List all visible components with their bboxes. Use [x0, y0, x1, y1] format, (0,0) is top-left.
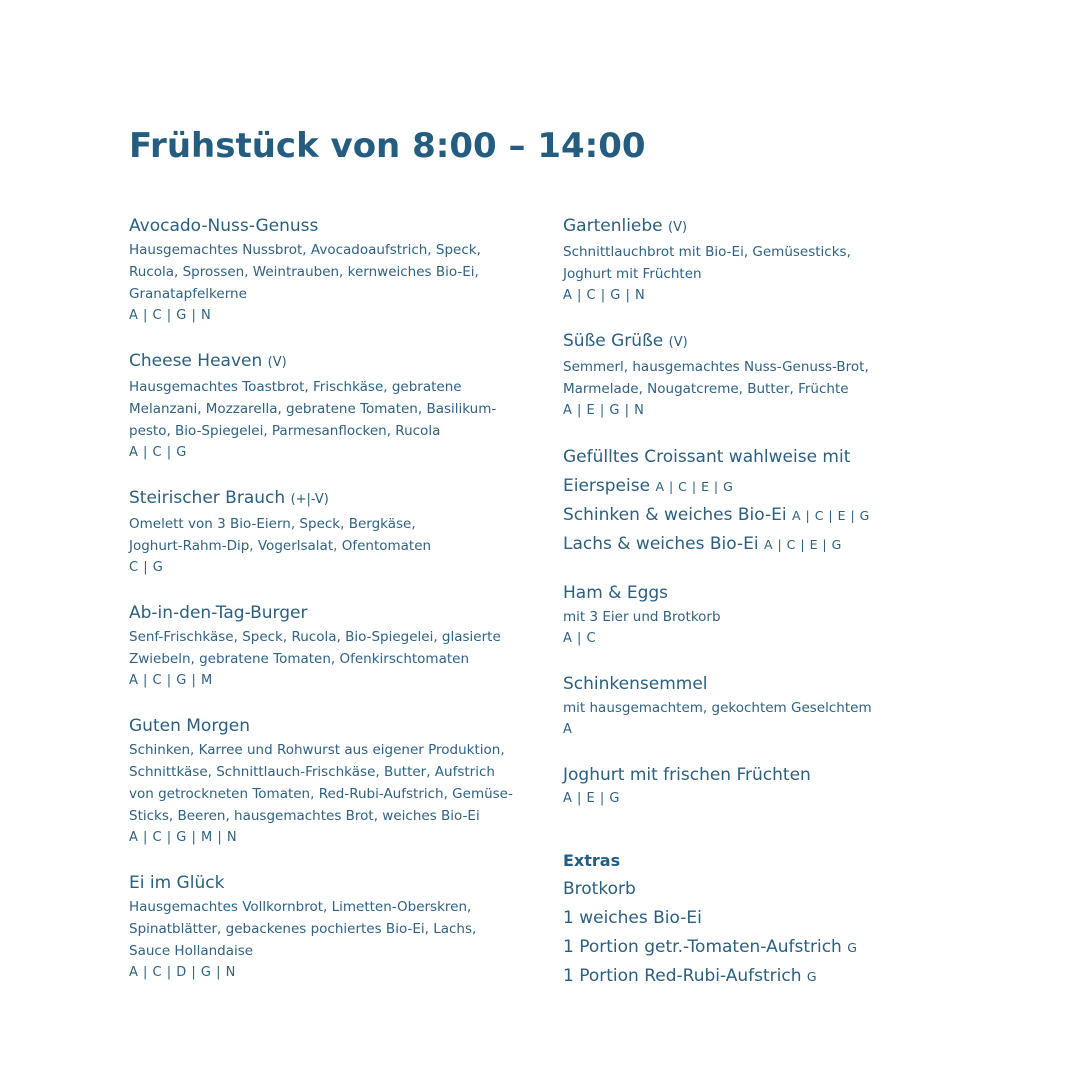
item-name: Ab-in-den-Tag-Burger [129, 603, 308, 623]
item-description [563, 356, 983, 400]
extra-item [563, 875, 983, 904]
menu-item [129, 870, 529, 984]
item-name: Steirischer Brauch [129, 488, 286, 508]
item-name: Cheese Heaven [129, 351, 263, 371]
desc-line: pesto, Bio-Spiegelei, Parmesanflocken, Rucola [129, 423, 441, 439]
desc-line: Sauce Hollandaise [129, 943, 254, 959]
item-description [129, 739, 529, 827]
desc-line: Hausgemachtes Nussbrot, Avocadoaufstrich, Speck, [129, 242, 481, 258]
menu-item [129, 348, 529, 464]
option-allergens: A | C | E | G [763, 537, 842, 552]
desc-line: Semmerl, hausgemachtes Nuss-Genuss-Brot, [563, 359, 869, 375]
desc-line: Schnittlauchbrot mit Bio-Ei, Gemüsesticks, [563, 244, 851, 260]
item-name: Avocado-Nuss-Genuss [129, 216, 319, 236]
menu-column-left [129, 213, 529, 984]
extra-name: 1 weiches Bio-Ei [563, 908, 702, 928]
extra-allergens: G [806, 969, 818, 984]
menu-item [563, 213, 983, 307]
item-name: Gartenliebe [563, 216, 663, 236]
item-allergens: A [563, 722, 573, 737]
item-name: Ham & Eggs [563, 583, 669, 603]
item-name: Guten Morgen [129, 716, 251, 736]
desc-line: Joghurt mit Früchten [563, 266, 702, 282]
item-name: Joghurt mit frischen Früchten [563, 765, 811, 785]
desc-line: Rucola, Sprossen, Weintrauben, kernweiches Bio-Ei, [129, 264, 479, 280]
desc-line: mit 3 Eier und Brotkorb [563, 609, 721, 625]
croissant-option [563, 501, 983, 530]
item-description [129, 626, 529, 670]
item-tag: (+|-V) [290, 492, 329, 507]
extras-heading: Extras [563, 851, 621, 870]
menu-item [563, 671, 983, 741]
item-allergens: C | G [129, 560, 164, 575]
croissant-item [563, 443, 983, 559]
item-tag: (V) [668, 220, 688, 235]
desc-line: mit hausgemachtem, gekochtem Geselchtem [563, 700, 872, 716]
item-allergens: A | C | G | N [129, 308, 212, 323]
desc-line: Hausgemachtes Vollkornbrot, Limetten-Oberskren, [129, 899, 472, 915]
desc-line: Melanzani, Mozzarella, gebratene Tomaten, Basilikum- [129, 401, 497, 417]
extra-name: 1 Portion Red-Rubi-Aufstrich [563, 966, 802, 986]
menu-column-right [563, 213, 983, 991]
extra-item [563, 904, 983, 933]
item-tag: (V) [668, 335, 688, 350]
desc-line: Sticks, Beeren, hausgemachtes Brot, weiches Bio-Ei [129, 808, 480, 824]
desc-line: Zwiebeln, gebratene Tomaten, Ofenkirschtomaten [129, 651, 470, 667]
desc-line: Granatapfelkerne [129, 286, 247, 302]
item-allergens: A | C | G | N [563, 288, 646, 303]
option-name: Schinken & weiches Bio-Ei [563, 505, 787, 525]
item-description [129, 513, 529, 557]
desc-line: Spinatblätter, gebackenes pochiertes Bio-Ei, Lachs, [129, 921, 477, 937]
desc-line: Schinken, Karree und Rohwurst aus eigener Produktion, [129, 742, 505, 758]
item-name: Ei im Glück [129, 873, 225, 893]
item-allergens: A | E | G [563, 791, 620, 806]
item-description [563, 606, 983, 628]
option-name: Lachs & weiches Bio-Ei [563, 534, 759, 554]
menu-item [129, 213, 529, 327]
item-allergens: A | C | G | M | N [129, 830, 238, 845]
extra-allergens: G [847, 940, 858, 955]
croissant-option [563, 472, 983, 501]
extra-item [563, 962, 983, 991]
option-name: Eierspeise [563, 476, 651, 496]
item-allergens: A | E | G | N [563, 403, 645, 418]
item-description [129, 896, 529, 962]
menu-item [563, 328, 983, 422]
item-name: Schinkensemmel [563, 674, 708, 694]
menu-item [129, 713, 529, 849]
menu-item [563, 580, 983, 650]
item-description [563, 697, 983, 719]
desc-line: Joghurt-Rahm-Dip, Vogerlsalat, Ofentomaten [129, 538, 432, 554]
item-name: Süße Grüße [563, 331, 664, 351]
option-allergens: A | C | E | G [791, 508, 870, 523]
page-title: Frühstück von 8:00 – 14:00 [129, 126, 646, 166]
extra-item [563, 933, 983, 962]
desc-line: Hausgemachtes Toastbrot, Frischkäse, gebratene [129, 379, 462, 395]
item-allergens: A | C | G [129, 445, 187, 460]
item-description [563, 241, 983, 285]
item-tag: (V) [267, 355, 287, 370]
extra-name: 1 Portion getr.-Tomaten-Aufstrich [563, 937, 842, 957]
item-description [129, 239, 529, 305]
desc-line: Marmelade, Nougatcreme, Butter, Früchte [563, 381, 849, 397]
item-allergens: A | C [563, 631, 597, 646]
menu-item [129, 485, 529, 579]
croissant-option [563, 530, 983, 559]
option-allergens: A | C | E | G [655, 479, 734, 494]
menu-item [563, 762, 983, 810]
item-allergens: A | C | D | G | N [129, 965, 236, 980]
desc-line: Senf-Frischkäse, Speck, Rucola, Bio-Spiegelei, glasierte [129, 629, 501, 645]
desc-line: Omelett von 3 Bio-Eiern, Speck, Bergkäse, [129, 516, 416, 532]
item-allergens: A | C | G | M [129, 673, 213, 688]
extra-name: Brotkorb [563, 879, 636, 899]
item-description [129, 376, 529, 442]
menu-item [129, 600, 529, 692]
desc-line: Schnittkäse, Schnittlauch-Frischkäse, Butter, Aufstrich [129, 764, 495, 780]
croissant-heading: Gefülltes Croissant wahlweise mit [563, 447, 851, 467]
desc-line: von getrockneten Tomaten, Red-Rubi-Aufstrich, Gemüse- [129, 786, 513, 802]
